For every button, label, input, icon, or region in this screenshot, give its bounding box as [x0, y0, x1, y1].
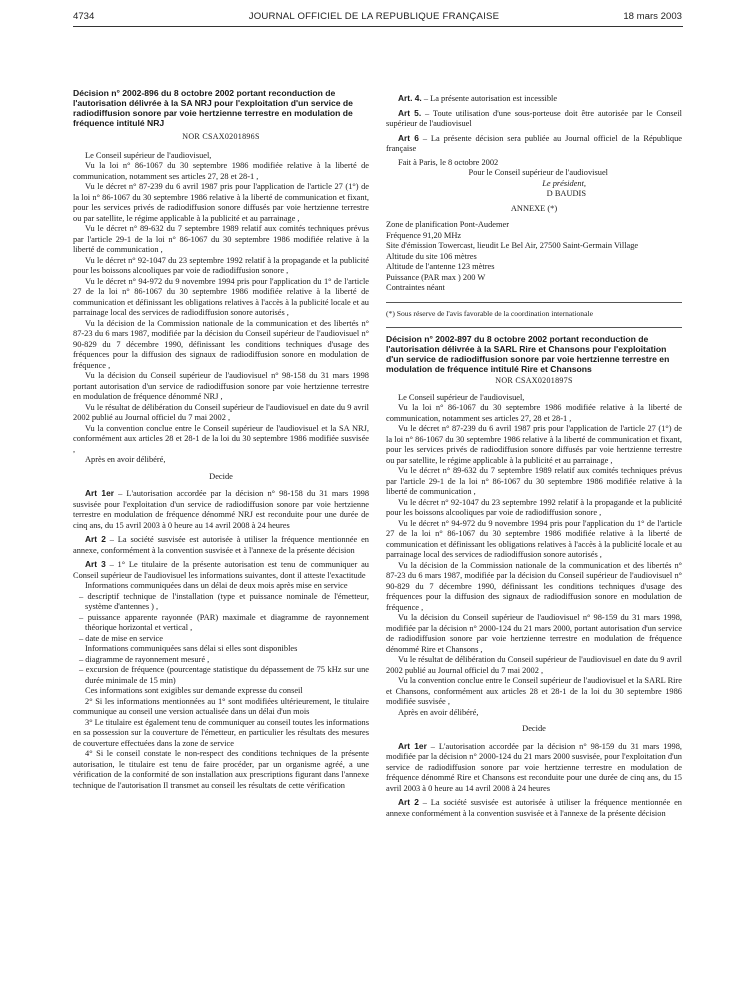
paragraph: Après en avoir délibéré, — [85, 455, 166, 464]
article — [73, 559, 369, 581]
signature-name: D BAUDIS — [546, 189, 586, 198]
article-text: – L'autorisation accordée par la décision n° 98-159 du 31 mars 1998, modifiée par la décision n° 2000-124 du 21 mars 2000 susvisée, pour l'exploitation d'un service de radiodiffusion sonore par voie hertzienne terrestre en modulation de fréquence dénommé Rire et Chansons est reconduite pour une durée de cinq ans, du 15 avril 2003 à 0 heure au 14 avril 2008 à 24 heures — [386, 741, 682, 793]
paragraph: Vu la convention conclue entre le Conseil supérieur de l'audiovisuel et la SA NRJ, conformément aux articles 28 et 28-1 de la loi du 30 septembre 1986 modifiée susvisée , — [73, 423, 369, 454]
paragraph: Vu le décret n° 89-632 du 7 septembre 1989 relatif aux comités techniques prévus par l'article 29-1 de la loi n° 86-1067 du 30 septembre 1986 modifiée relative à la liberté de communication , — [73, 224, 369, 254]
signature-role: Le président, — [542, 178, 586, 188]
paragraph: Informations communiquées sans délai si elles sont disponibles — [85, 644, 298, 653]
paragraph: Vu la décision de la Commission nationale de la communication et des libertés n° 87-23 du 6 mars 1987, modifiée par la décision du Conseil supérieur de l'audiovisuel n° 90-829 du 7 décembre 1990, définissant les conditions techniques d'usage des fréquences pour la diffusion des signaux de radiodiffusion sonore en modulation de fréquence , — [73, 318, 369, 370]
list-item: – descriptif technique de l'installation (type et puissance nominale de l'émetteur, système d'antennes ) , — [79, 591, 369, 611]
decision-title: Décision n° 2002-896 du 8 octobre 2002 portant reconduction de l'autorisation délivrée à la SA NRJ pour l'exploitation d'un service de radiodiffusion sonore par voie hertzienne terrestre en modulation de fréquence intitulé NRJ — [73, 88, 353, 128]
paragraph: Vu la convention conclue entre le Conseil supérieur de l'audiovisuel et la SARL Rire et Chansons, conformément aux articles 28 et 28-1 de la loi du 30 septembre 1986 modifiée susvisée , — [386, 676, 682, 706]
article-label: Art 1er — [398, 740, 427, 751]
annex-item: Puissance (PAR max ) 200 W — [386, 272, 486, 282]
list-item: – excursion de fréquence (pourcentage statistique du dépassement de 75 kHz sur une durée minimale de 15 min) — [79, 665, 369, 685]
article-label: Art. 4. — [398, 93, 422, 103]
nor-reference: NOR CSAX0201897S — [495, 376, 573, 385]
left-column — [73, 88, 369, 791]
article-label: Art 2 — [85, 534, 106, 544]
paragraph: Vu la décision de la Commission nationale de la communication et des libertés n° 87-23 du 6 mars 1987, modifiée par la décision du Conseil supérieur de l'audiovisuel n° 90-829 du 7 décembre 1990, définissant les conditions techniques d'usage des fréquences pour la diffusion des signaux de radiodiffusion sonore en modulation de fréquence , — [386, 560, 682, 612]
journal-title: JOURNAL OFFICIEL DE LA REPUBLIQUE FRANÇAISE — [248, 11, 500, 22]
list-item: – date de mise en service — [79, 633, 163, 643]
header-rule — [73, 26, 683, 27]
paragraph: Le Conseil supérieur de l'audiovisuel, — [398, 392, 525, 402]
annex-item: Fréquence 91,20 MHz — [386, 230, 462, 240]
list-item: – diagramme de rayonnement mesuré , — [79, 654, 210, 664]
article-text: – La présente décision sera publiée au Journal officiel de la République française — [386, 133, 682, 153]
section-rule — [386, 327, 682, 328]
signature-line: Pour le Conseil supérieur de l'audiovisuel — [468, 168, 608, 177]
annex-title: ANNEXE (*) — [510, 203, 558, 213]
paragraph: Ces informations sont exigibles sur demande expresse du conseil — [85, 686, 303, 695]
article — [73, 534, 369, 556]
footnote: (*) Sous réserve de l'avis favorable de la coordination internationale — [386, 308, 593, 318]
decide-heading: Decide — [522, 724, 546, 733]
annex-item: Altitude du site 106 mètres — [386, 251, 477, 261]
paragraph: 3° Le titulaire est également tenu de communiquer au conseil toutes les informations en sa possession sur la couverture de l'émetteur, en particulier les résultats des mesures de couverture effectuées dans la zone de service — [73, 717, 369, 748]
paragraph: Le Conseil supérieur de l'audiovisuel, — [85, 150, 212, 160]
list-item: – puissance apparente rayonnée (PAR) maximale et diagramme de rayonnement théorique horizontal et vertical , — [79, 612, 369, 632]
article — [386, 133, 682, 155]
paragraph: Vu le décret n° 92-1047 du 23 septembre 1992 relatif à la propagande et la publicité pour les boissons alcooliques par voie de radiodiffusion sonore , — [386, 497, 682, 517]
paragraph: Vu le résultat de délibération du Conseil supérieur de l'audiovisuel en date du 9 avril 2002 publié au Journal officiel du 7 mai 2002 , — [386, 655, 682, 675]
article-text: – La présente autorisation est incessible — [421, 94, 558, 103]
article-text: – La société susvisée est autorisée à utiliser la fréquence mentionnée en annexe conformément à la convention susvisée et à l'annexe de la présente décision — [386, 798, 682, 818]
article-text: – 1° Le titulaire de la présente autorisation est tenu de communiquer au Conseil supérieur de l'audiovisuel les informations suivantes, dont il atteste l'exactitude — [73, 560, 369, 580]
signature-place-date: Fait à Paris, le 8 octobre 2002 — [398, 157, 499, 167]
article-label: Art 1er — [85, 488, 115, 498]
decide-heading: Decide — [209, 471, 233, 481]
paragraph: Vu la loi n° 86-1067 du 30 septembre 1986 modifiée relative à la liberté de communication, notamment ses articles 27, 28 et 28-1 , — [73, 161, 369, 181]
article-label: Art 3 — [85, 559, 106, 569]
right-column — [386, 93, 682, 819]
page-header — [0, 11, 748, 31]
nor-reference: NOR CSAX0201896S — [182, 132, 260, 141]
article-label: Art 6 — [398, 132, 419, 143]
paragraph: Vu la décision du Conseil supérieur de l'audiovisuel n° 98-158 du 31 mars 1998 portant autorisation d'un service de radiodiffusion sonore par voie hertzienne terrestre en modulation de fréquence dénommé NRJ , — [73, 371, 369, 401]
paragraph: 4° Si le conseil constate le non-respect des conditions techniques de la présente autorisation, le titulaire est tenu de faire procéder, par un organisme agréé, a une vérification de la conformité de son installation aux prescriptions figurant dans l'annexe technique de l'autorisation Il transmet au conseil les résultats de cette vérification — [73, 749, 369, 790]
article-label: Art 2 — [398, 797, 419, 807]
article-text: – L'autorisation accordée par la décision n° 98-158 du 31 mars 1998 susvisée pour l'exploitation d'un service de radiodiffusion sonore par voie hertzienne terrestre en modulation de fréquence dénommé NRJ est reconduite pour une durée de cinq ans, du 15 avril 2003 à 0 heure au 14 avril 2008 à 24 heures — [73, 489, 370, 530]
paragraph: Informations communiquées dans un délai de deux mois après mise en service — [85, 581, 348, 590]
article — [386, 108, 682, 130]
article-text: – Toute utilisation d'une sous-porteuse doit être autorisée par le Conseil supérieur de l'audiovisuel — [386, 108, 682, 128]
paragraph: Vu le décret n° 87-239 du 6 avril 1987 pris pour l'application de l'article 27 (1°) de la loi n° 86-1067 du 30 septembre 1986 relative à la liberté de communication et fixant, pour les services privés de radiodiffusion sonore diffusés par voie hertzienne terrestre ou par satellite, le régime applicable à la publicité et au parrainage , — [386, 424, 682, 465]
paragraph: Vu le décret n° 94-972 du 9 novembre 1994 pris pour l'application du 1° de l'article 27 de la loi n° 86-1067 du 30 septembre 1986 modifiée relative à la liberté de communication et définissant les obligations relatives à l'accès à la publicité locale et au parrainage local des services de radiodiffusion sonore autorisés , — [73, 276, 369, 317]
paragraph: Vu le décret n° 89-632 du 7 septembre 1989 relatif aux comités techniques prévus par l'article 29-1 de la loi n° 86-1067 du 30 septembre 1986 modifiée relative à la liberté de communication , — [386, 466, 682, 496]
paragraph: Vu le décret n° 92-1047 du 23 septembre 1992 relatif à la propagande et la publicité pour les boissons alcooliques par voie de radiodiffusion sonore , — [73, 255, 369, 275]
annex-item: Site d'émission Towercast, lieudit Le Bel Air, 27500 Saint-Germain Village — [386, 241, 639, 250]
footnote-rule — [386, 302, 682, 303]
paragraph: Vu le décret n° 87-239 du 6 avril 1987 pris pour l'application de l'article 27 (1°) de la loi n° 86-1067 du 30 septembre 1986 relative à la liberté de communication et fixant, pour les services privés de radiodiffusion sonore diffusés par voie hertzienne terrestre ou par satellite, le régime applicable à la publicité et au parrainage , — [73, 182, 369, 223]
paragraph: Vu le décret n° 94-972 du 9 novembre 1994 pris pour l'application du 1° de l'article 27 de la loi n° 86-1067 du 30 septembre 1986 modifiée relative à la liberté de communication et définissant les obligations relatives à l'accès à la publicité locale et au parrainage local des services de radiodiffusion sonore autorisés , — [386, 518, 682, 559]
issue-date: 18 mars 2003 — [623, 11, 682, 22]
decision-title: Décision n° 2002-897 du 8 octobre 2002 portant reconduction de l'autorisation délivrée à la SARL Rire et Chansons pour l'exploitation d'un service de radiodiffusion sonore par voie hertzienne terrestre en modulation de fréquence intitulé Rire et Chansons — [386, 334, 670, 374]
annex-item: Altitude de l'antenne 123 mètres — [386, 262, 495, 271]
paragraph: Vu la décision du Conseil supérieur de l'audiovisuel n° 98-159 du 31 mars 1998, modifiée par la décision n° 2000-124 du 21 mars 2000, portant autorisation d'un service de radiodiffusion sonore par voie hertzienne terrestre en modulation de fréquence dénommé Rire et Chansons , — [386, 613, 682, 654]
article — [386, 797, 682, 819]
page-number: 4734 — [73, 11, 95, 22]
annex-item: Contraintes néant — [386, 283, 445, 292]
paragraph: 2° Si les informations mentionnées au 1° sont modifiées ultérieurement, le titulaire communique au conseil une version actualisée dans un délai d'un mois — [73, 696, 369, 716]
article-text: – La société susvisée est autorisée à utiliser la fréquence mentionnée en annexe, conformément à la convention susvisée et à l'annexe de la présente décision — [73, 535, 369, 555]
paragraph: Vu le résultat de délibération du Conseil supérieur de l'audiovisuel en date du 9 avril 2002 publié au Journal officiel du 7 mai 2002 , — [73, 402, 369, 422]
paragraph: Vu la loi n° 86-1067 du 30 septembre 1986 modifiée relative à la liberté de communication, notamment ses articles 27, 28 et 28-1 , — [386, 403, 682, 423]
paragraph: Après en avoir délibéré, — [398, 707, 479, 717]
annex-item: Zone de planification Pont-Audemer — [386, 220, 510, 229]
article-label: Art 5. — [398, 107, 422, 118]
article — [386, 93, 682, 105]
article — [73, 488, 369, 531]
article — [386, 741, 682, 795]
